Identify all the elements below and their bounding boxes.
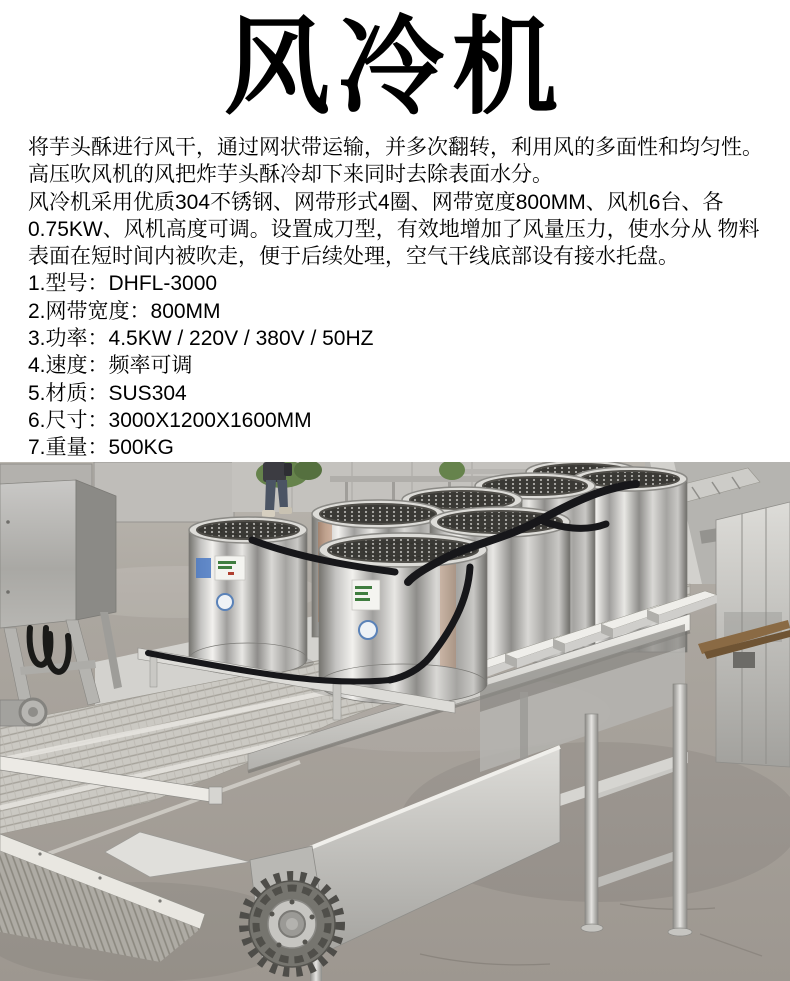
product-photo [0,462,790,981]
spec-item: 5.材质：SUS304 [28,381,187,405]
spec-item: 1.型号：DHFL-3000 [28,272,218,296]
spec-item: 7.重量：500KG [28,436,174,460]
spec-item: 3.功率：4.5KW / 220V / 380V / 50HZ [28,327,374,351]
spec-item: 4.速度：频率可调 [28,354,193,378]
fan-drum [189,517,307,675]
description-line: 风冷机采用优质304不锈钢、网带形式4圈、网带宽度800MM、风机6台、各 [28,190,724,214]
page-title: 风冷机 [224,9,566,127]
intro-line: 高压吹风机的风把炸芋头酥冷却下来同时去除表面水分。 [28,163,553,187]
spec-item: 6.尺寸：3000X1200X1600MM [28,408,312,432]
product-photo-illustration [0,462,790,981]
description-line: 表面在短时间内被吹走，便于后续处理，空气干线底部设有接水托盘。 [28,245,679,269]
intro-paragraph [28,134,770,189]
floor-pump [0,699,46,726]
spec-item: 2.网带宽度：800MM [28,299,221,323]
description-paragraph [28,189,770,271]
intro-line: 将芋头酥进行风干，通过网状带运输，并多次翻转，利用风的多面性和均匀性。 [28,136,763,159]
description-line: 0.75KW、风机高度可调。设置成刀型，有效地增加了风量压力，使水分从 物料 [28,217,760,241]
spec-list [28,270,770,461]
